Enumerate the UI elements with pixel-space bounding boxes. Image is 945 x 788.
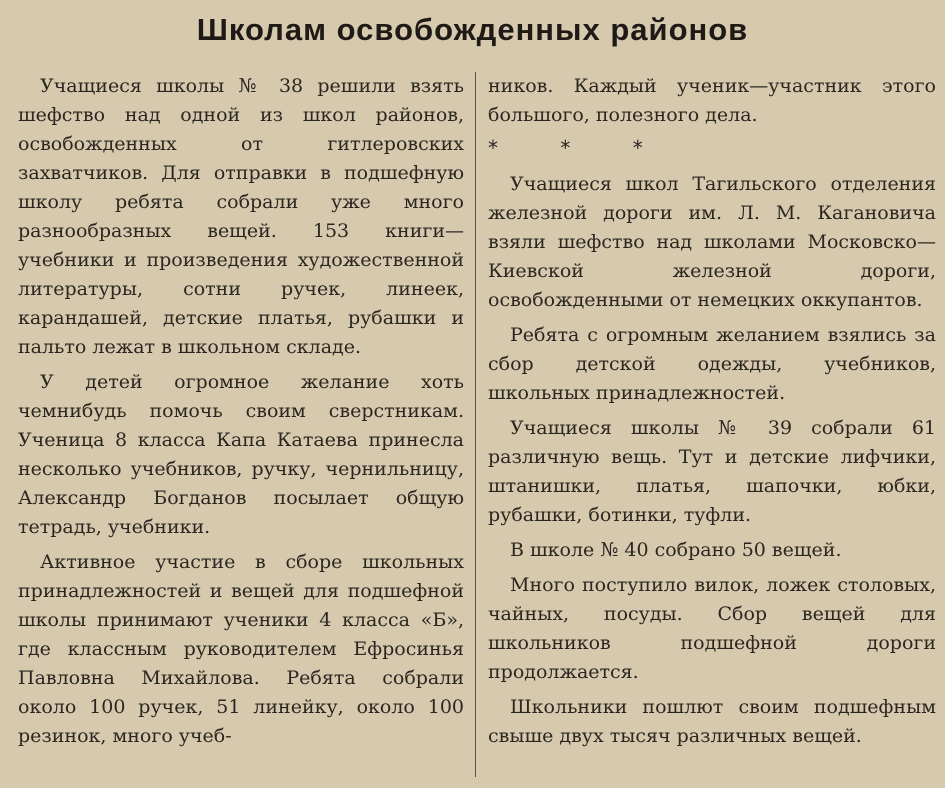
- right-column: [488, 72, 936, 757]
- article-headline: Школам освобожденных районов: [196, 12, 749, 47]
- section-separator: * * *: [488, 136, 671, 160]
- paragraph: Школьники пошлют своим подшефным свыше двух тысяч различных вещей.: [488, 696, 936, 747]
- paragraph: Активное участие в сборе школьных принадлежностей и вещей для подшефной школы принимают ученики 4 класса «Б», где классным руководителем Ефросинья Павловна Михайлова. Ребята собрали около 100 ручек, 51 линейку, около 100 резинок, много учеб-: [18, 551, 464, 747]
- column-divider: [475, 72, 476, 777]
- paragraph: Учащиеся школы № 38 решили взять шефство над одной из школ районов, освобожденных от гитлеровских захватчиков. Для отправки в подшефную школу ребята собрали уже много разнообразных вещей. 153 книги—учебники и произведения художественной литературы, сотни ручек, линеек, карандашей, детские платья, рубашки и пальто лежат в школьном складе.: [18, 75, 464, 358]
- paragraph-continuation: ников. Каждый ученик—участник этого большого, полезного дела.: [488, 75, 936, 126]
- paragraph: В школе № 40 собрано 50 вещей.: [510, 539, 842, 561]
- paragraph: Учащиеся школ Тагильского отделения железной дороги им. Л. М. Кагановича взяли шефство над школами Московско—Киевской железной дороги, освобожденными от немецких оккупантов.: [488, 173, 936, 311]
- paragraph: Много поступило вилок, ложек столовых, чайных, посуды. Сбор вещей для школьников подшефной дороги продолжается.: [488, 574, 936, 683]
- paragraph: У детей огромное желание хоть чемнибудь помочь своим сверстникам. Ученица 8 класса Капа Катаева принесла несколько учебников, ручку, чернильницу, Александр Богданов посылает общую тетрадь, учебники.: [18, 371, 464, 538]
- paragraph: Учащиеся школы № 39 собрали 61 различную вещь. Тут и детские лифчики, штанишки, платья, шапочки, юбки, рубашки, ботинки, туфли.: [488, 417, 936, 526]
- paragraph: Ребята с огромным желанием взялись за сбор детской одежды, учебников, школьных принадлежностей.: [488, 324, 936, 404]
- left-column: [18, 72, 464, 757]
